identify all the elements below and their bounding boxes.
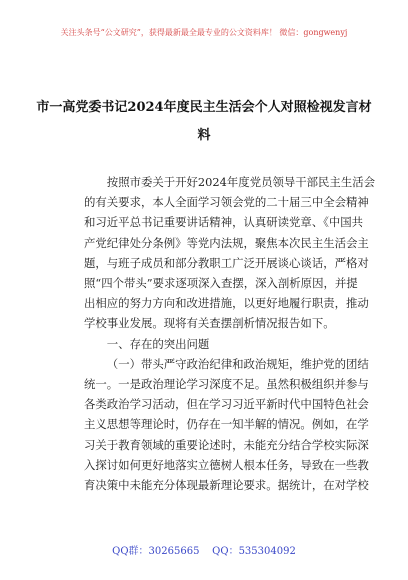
body-line: 出相应的努力方向和改进措施，以更好地履行职责，推动 — [84, 296, 369, 311]
body-line: 入探讨如何更好地落实立德树人根本任务，导致在一些教 — [84, 457, 369, 472]
body-line: 统一。一是政治理论学习深度不足。虽然积极组织并参与 — [84, 377, 369, 392]
body-line: 主义思想等理论时，仍存在一知半解的情况。例如，在学 — [84, 417, 369, 432]
footer-qq: QQ：535304092 — [212, 546, 296, 557]
header-banner: 关注头条号“公文研究”，获得最新最全最专业的公文资料库！ 微信：gongwenyj — [60, 28, 348, 37]
body-line: 育决策中未能充分体现最新理论要求。据统计，在对学校 — [84, 478, 369, 493]
body-line: （一）带头严守政治纪律和政治规矩，维护党的团结 — [106, 356, 369, 371]
document-title-line1: 市一高党委书记2024年度民主生活会个人对照检视发言材 — [36, 100, 372, 115]
body-line: 照“四个带头”要求逐项深入查摆，深入剖析原因，并提 — [84, 276, 358, 291]
body-line: 的有关要求，本人全面学习领会党的二十届三中全会精神 — [84, 195, 369, 210]
document-title-line2: 料 — [197, 128, 211, 143]
body-line: 习关于教育领域的重要论述时，未能充分结合学校实际深 — [84, 437, 369, 452]
body-line: 学校事业发展。现将有关查摆剖析情况报告如下。 — [84, 316, 335, 331]
body-line: 按照市委关于开好2024年度党员领导干部民主生活会 — [106, 175, 375, 189]
body-line: 和习近平总书记重要讲话精神，认真研读党章、《中国共 — [84, 215, 364, 230]
body-line: 各类政治学习活动，但在学习习近平新时代中国特色社会 — [84, 397, 369, 412]
body-line: 产党纪律处分条例》等党内法规，聚焦本次民主生活会主 — [84, 235, 369, 250]
document-body — [84, 172, 375, 495]
body-line: 题，与班子成员和部分教职工广泛开展谈心谈话，严格对 — [84, 255, 369, 270]
section-heading: 一、存在的突出问题 — [106, 336, 210, 351]
footer-qq-group: QQ群：30265665 — [112, 546, 200, 557]
footer-contact — [0, 542, 408, 557]
